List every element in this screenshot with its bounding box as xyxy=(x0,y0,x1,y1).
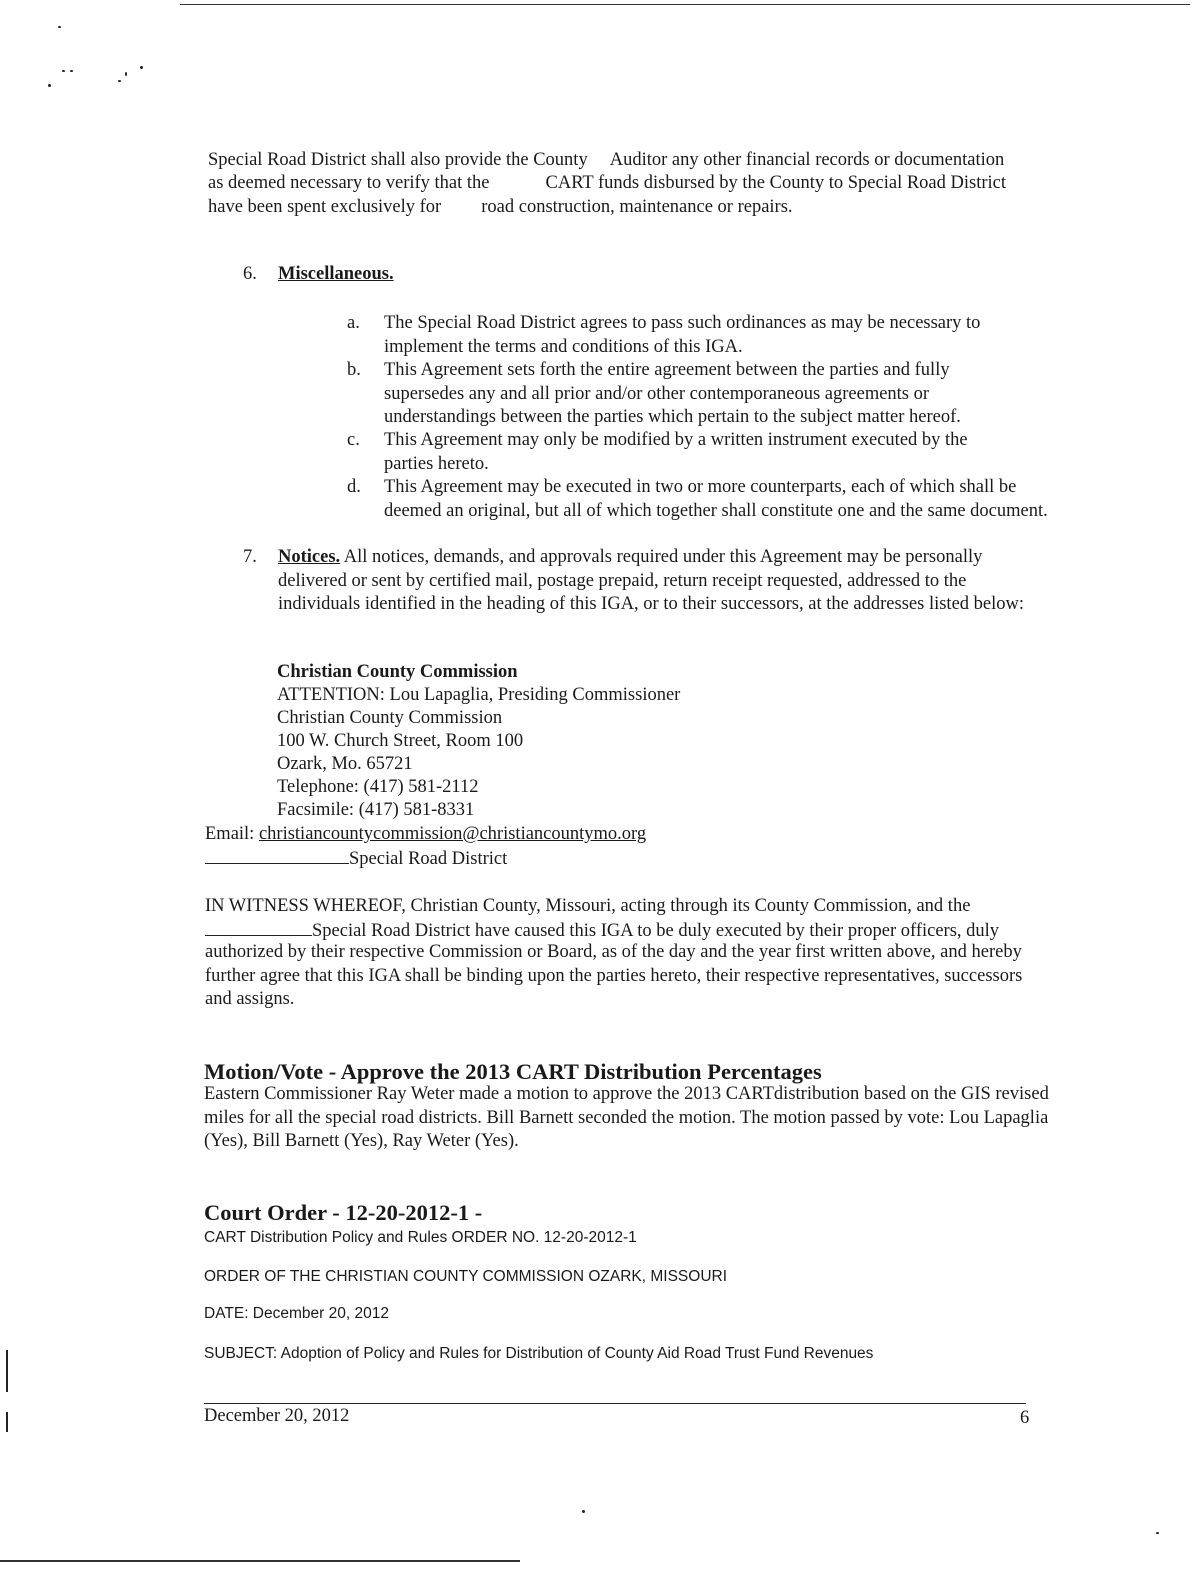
address-email-line xyxy=(205,823,646,847)
scan-edge-line xyxy=(180,4,1190,5)
footer-date: December 20, 2012 xyxy=(204,1406,350,1426)
court-order-policy-line: CART Distribution Policy and Rules ORDER NO. 12-20-2012-1 xyxy=(204,1229,637,1246)
motion-heading: Motion/Vote - Approve the 2013 CART Distribution Percentages xyxy=(204,1059,822,1084)
item-d-text: This Agreement may be executed in two or more counterparts, each of which shall be deemed an original, but all of which together shall constitute one and the same document. xyxy=(384,477,1048,521)
witness-line-1: IN WITNESS WHEREOF, Christian County, Missouri, acting through its County Commission, and the xyxy=(205,896,971,916)
witness-line-2: Special Road District have caused this IGA to be duly executed by their proper officers, duly xyxy=(205,918,999,944)
scan-edge-mark xyxy=(6,1350,8,1392)
address-facsimile: Facsimile: (417) 581-8331 xyxy=(277,800,475,820)
scan-speck xyxy=(48,84,51,87)
footer-rule xyxy=(204,1403,1026,1404)
court-order-order-line: ORDER OF THE CHRISTIAN COUNTY COMMISSION OZARK, MISSOURI xyxy=(204,1268,728,1285)
section-6-heading: Miscellaneous. xyxy=(278,264,394,284)
address-telephone: Telephone: (417) 581-2112 xyxy=(277,777,479,797)
witness-rest: authorized by their respective Commission or Board, as of the day and the year first written above, and hereby further agree that this IGA shall be binding upon the parties hereto, their respective representatives, successors and assigns. xyxy=(205,942,1023,1009)
scan-edge-line xyxy=(0,1560,520,1562)
address-org: Christian County Commission xyxy=(277,708,503,728)
court-order-date-line: DATE: December 20, 2012 xyxy=(204,1305,389,1322)
district-blank xyxy=(205,846,349,864)
item-a-letter: a. xyxy=(347,313,360,333)
item-c-text: This Agreement may only be modified by a written instrument executed by the parties hereto. xyxy=(384,430,968,474)
item-d-letter: d. xyxy=(347,477,361,497)
address-city: Ozark, Mo. 65721 xyxy=(277,754,413,774)
scan-speck xyxy=(140,66,143,69)
scan-speck xyxy=(1156,1532,1159,1534)
court-order-subject-line: SUBJECT: Adoption of Policy and Rules for Distribution of County Aid Road Trust Fund Revenues xyxy=(204,1345,874,1362)
intro-line-2: as deemed necessary to verify that the CART funds disbursed by the County to Special Road District xyxy=(208,173,1007,193)
section-6-number: 6. xyxy=(243,264,257,284)
district-line xyxy=(205,846,507,872)
address-name: Christian County Commission xyxy=(277,662,518,682)
item-b-text: This Agreement sets forth the entire agreement between the parties and fully supersedes any and all prior and/or other contemporaneous agreements or understandings between the parties which pertain to the subject matter hereof. xyxy=(384,360,961,427)
section-7-body xyxy=(278,546,1030,617)
scan-speck xyxy=(118,80,121,82)
email-label: Email: xyxy=(205,824,259,844)
scan-speck xyxy=(58,26,61,28)
item-c-letter: c. xyxy=(347,430,360,450)
section-7-text: All notices, demands, and approvals required under this Agreement may be personally delivered or sent by certified mail, postage prepaid, return receipt requested, addressed to the individuals identified in the heading of this IGA, or to their successors, at the addresses listed below: xyxy=(278,547,1025,614)
address-street: 100 W. Church Street, Room 100 xyxy=(277,731,524,751)
page-number: 6 xyxy=(1020,1408,1030,1428)
witness-blank xyxy=(205,918,312,936)
district-name: Special Road District xyxy=(349,849,508,869)
scan-speck xyxy=(70,70,73,72)
motion-text: Eastern Commissioner Ray Weter made a motion to approve the 2013 CARTdistribution based on the GIS revised miles for all the special road districts. Bill Barnett seconded the motion. The motion passed by vote: Lou Lapaglia (Yes), Bill Barnett (Yes), Ray Weter (Yes). xyxy=(204,1084,1049,1151)
section-7-number: 7. xyxy=(243,547,257,567)
scan-speck xyxy=(582,1510,585,1513)
item-b-letter: b. xyxy=(347,360,361,380)
intro-line-1: Special Road District shall also provide the County Auditor any other financial records or documentation xyxy=(208,150,1005,170)
address-attention: ATTENTION: Lou Lapaglia, Presiding Commissioner xyxy=(277,685,681,705)
section-7-heading: Notices. xyxy=(278,547,341,567)
scan-speck xyxy=(62,70,65,72)
scan-speck xyxy=(125,72,127,76)
intro-line-3: have been spent exclusively for road construction, maintenance or repairs. xyxy=(208,197,793,217)
scan-edge-mark xyxy=(6,1412,8,1432)
court-order-heading: Court Order - 12-20-2012-1 - xyxy=(204,1200,483,1225)
item-a-text: The Special Road District agrees to pass such ordinances as may be necessary to implement the terms and conditions of this IGA. xyxy=(384,313,981,357)
email-link[interactable]: christiancountycommission@christiancountymo.org xyxy=(258,824,647,844)
